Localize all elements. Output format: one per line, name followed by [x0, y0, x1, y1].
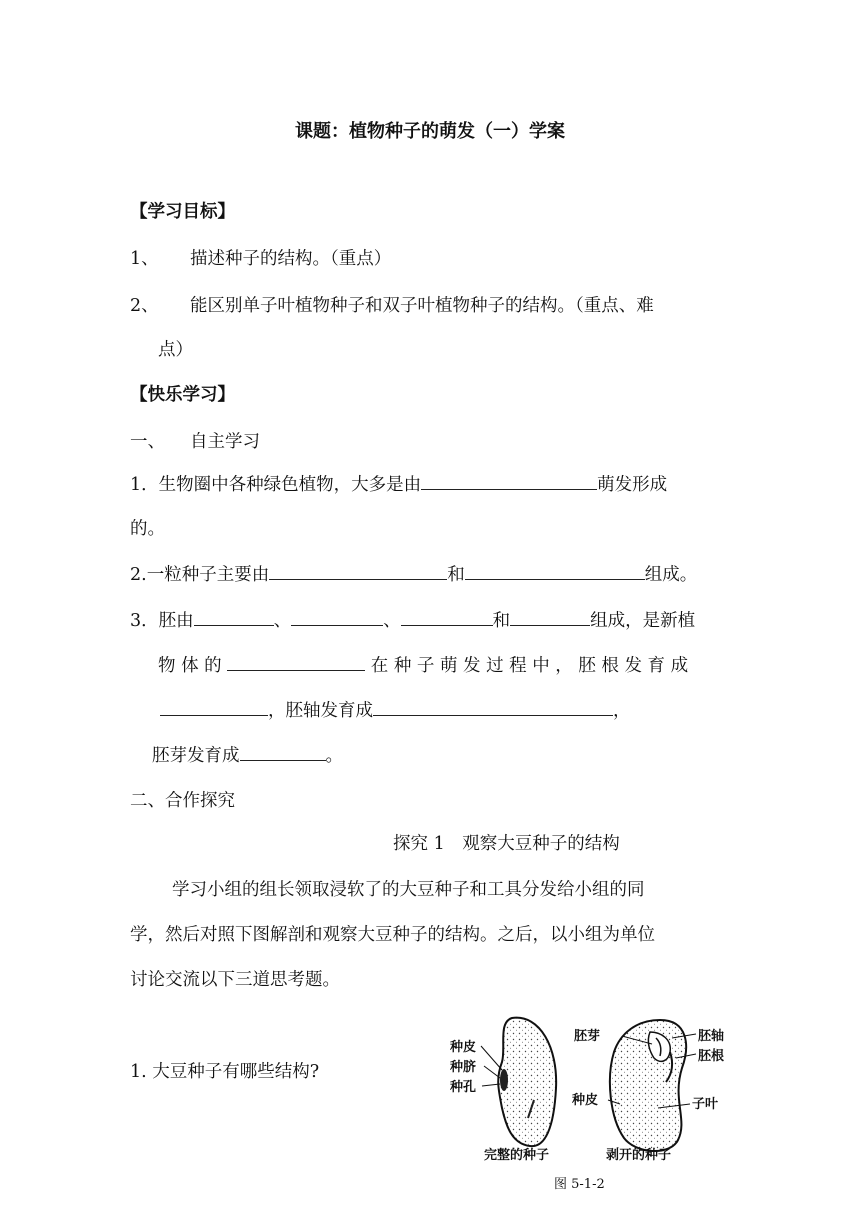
section1-num: 一、 [130, 432, 165, 452]
question-1-cont: 的。 [130, 519, 165, 539]
question-3-line4 [152, 742, 343, 767]
question-2-line [130, 561, 697, 586]
question-3-text-h: 。 [325, 746, 343, 766]
happy-heading: 【快乐学习】 [130, 385, 235, 405]
answer-blank[interactable] [194, 607, 274, 626]
label-hypocotyl: 胚轴 [698, 1029, 725, 1044]
question-1-text-a: 1．生物圈中各种绿色植物，大多是由 [130, 475, 422, 495]
caption-whole-seed: 完整的种子 [484, 1148, 550, 1163]
page-title: 课题：植物种子的萌发（一）学案 [295, 121, 565, 142]
section1-title: 自主学习 [190, 432, 260, 452]
question-2-text-c: 组成。 [644, 565, 698, 585]
answer-blank[interactable] [373, 697, 613, 716]
question-3-text-a: 3．胚由 [130, 611, 194, 631]
figure-number: 图 5-1-2 [554, 1177, 605, 1192]
question-3-sep2: 、 [383, 611, 401, 631]
objective-1-num: 1、 [130, 249, 159, 269]
question-1-text-b: 萌发形成 [597, 475, 668, 495]
section2-title: 二、合作探究 [130, 791, 235, 811]
question-3-and: 和 [492, 611, 511, 631]
question-3-text-d: 在 种 子 萌 发 过 程 中 ， 胚 根 发 育 成 [370, 656, 689, 676]
question-1-line [130, 471, 667, 496]
label-hilum: 种脐 [450, 1060, 477, 1075]
objective-2-cont: 点） [158, 340, 193, 360]
label-seed-coat-right: 种皮 [572, 1093, 599, 1108]
objective-1-text: 描述种子的结构。（重点） [190, 249, 392, 269]
answer-blank[interactable] [227, 652, 365, 671]
question-3-text-b: 组成，是新植 [590, 611, 696, 631]
question-3-text-c: 物 体 的 [158, 656, 222, 676]
soybean-seed-figure [440, 1008, 740, 1208]
question-3-text-e: ，胚轴发育成 [268, 701, 373, 721]
question-3-line1 [130, 607, 695, 632]
explore-paragraph-3: 讨论交流以下三道思考题。 [130, 970, 340, 990]
opened-seed-illustration [608, 1020, 696, 1151]
answer-blank[interactable] [291, 607, 383, 626]
question-3-text-f: ， [613, 701, 631, 721]
answer-blank[interactable] [510, 607, 590, 626]
question-3-line3 [160, 697, 631, 722]
label-cotyledon: 子叶 [692, 1097, 719, 1112]
answer-blank[interactable] [269, 561, 447, 580]
objectives-heading: 【学习目标】 [130, 202, 235, 222]
answer-blank[interactable] [401, 607, 493, 626]
answer-blank[interactable] [240, 742, 326, 761]
question-soybean-structures: 1. 大豆种子有哪些结构? [130, 1062, 320, 1082]
caption-opened-seed: 剥开的种子 [606, 1148, 672, 1163]
explore-title: 探究 1 观察大豆种子的结构 [393, 834, 620, 854]
question-3-line2 [158, 652, 688, 677]
label-seed-coat-left: 种皮 [450, 1040, 477, 1055]
question-2-text-a: 2.一粒种子主要由 [130, 565, 270, 585]
answer-blank[interactable] [421, 471, 597, 490]
label-radicle: 胚根 [698, 1049, 725, 1064]
whole-seed-illustration [481, 1018, 556, 1146]
objective-2-num: 2、 [130, 296, 159, 316]
label-plumule: 胚芽 [574, 1029, 601, 1044]
objective-2-text: 能区别单子叶植物种子和双子叶植物种子的结构。（重点、难 [190, 296, 654, 316]
explore-paragraph-1: 学习小组的组长领取浸软了的大豆种子和工具分发给小组的同 [172, 880, 645, 900]
answer-blank[interactable] [160, 697, 268, 716]
label-micropyle: 种孔 [450, 1080, 477, 1095]
explore-paragraph-2: 学，然后对照下图解剖和观察大豆种子的结构。之后，以小组为单位 [130, 925, 655, 945]
question-3-text-g: 胚芽发育成 [152, 746, 240, 766]
question-3-sep1: 、 [273, 611, 292, 631]
question-2-text-b: 和 [447, 565, 465, 585]
answer-blank[interactable] [465, 561, 645, 580]
